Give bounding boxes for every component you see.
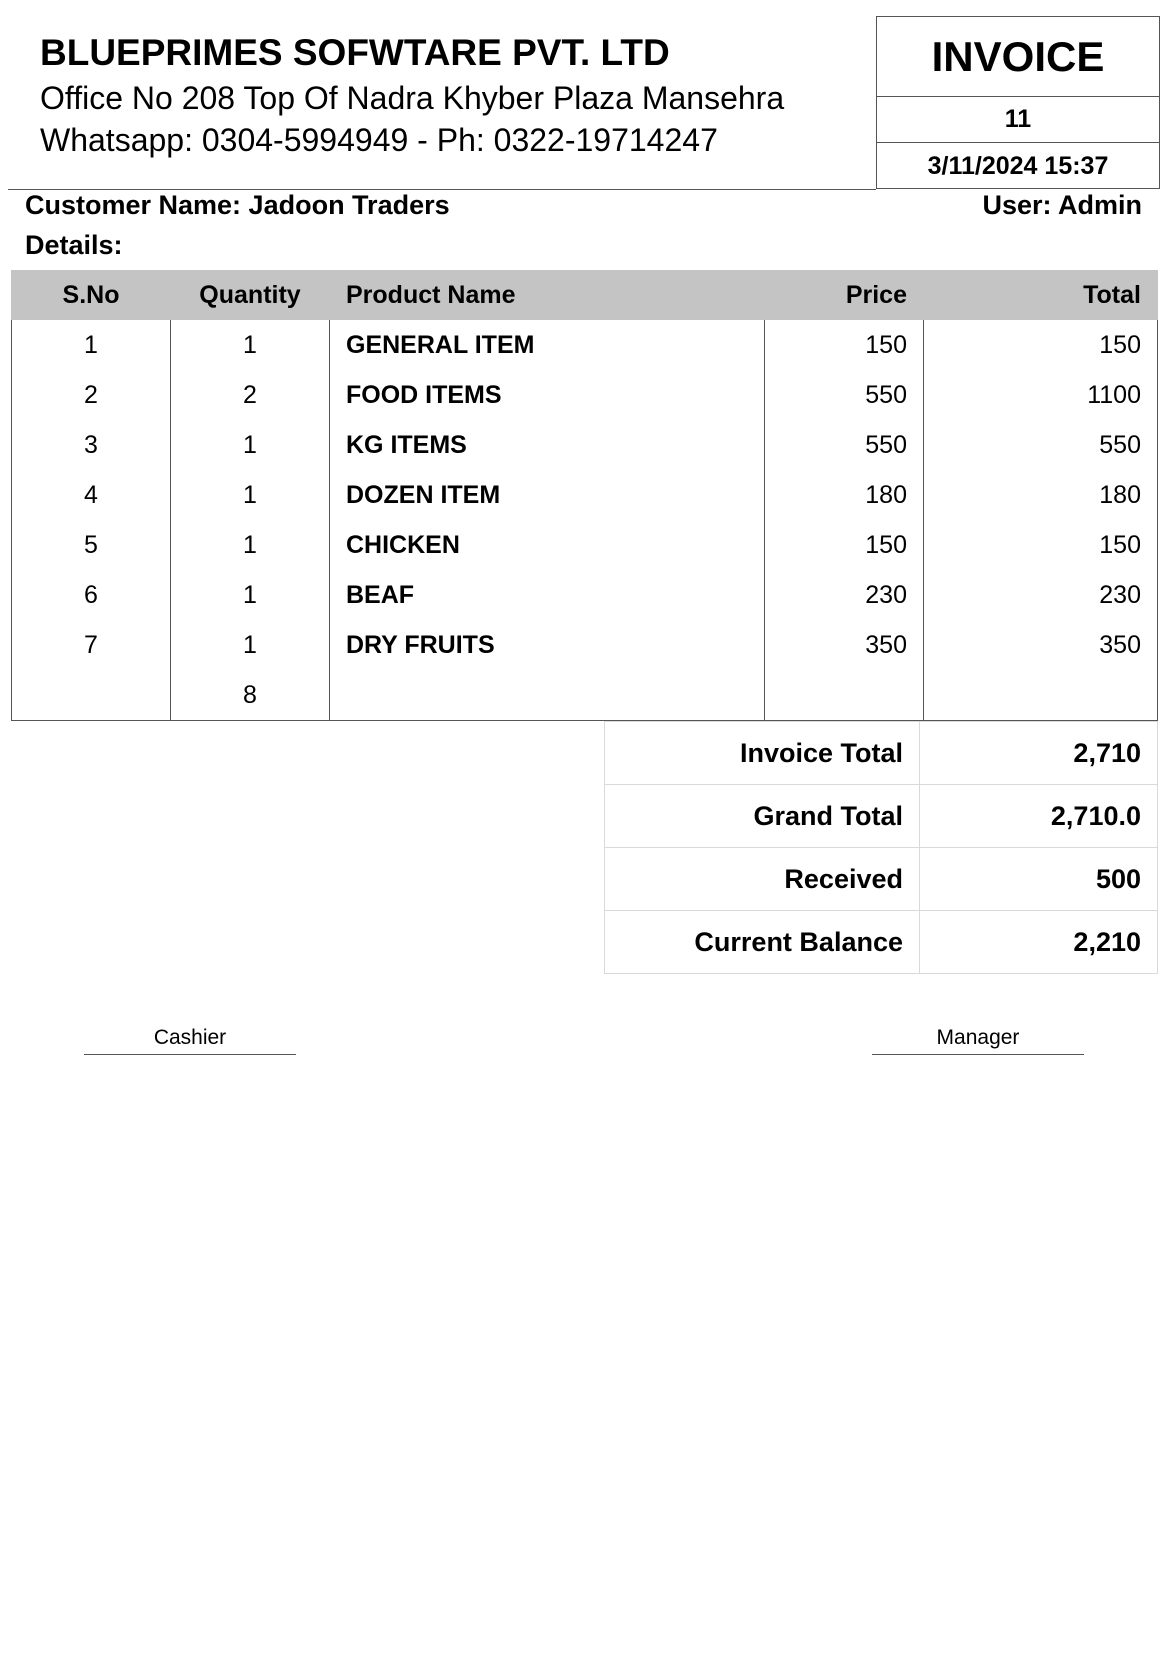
row-price: 230 [765,570,924,620]
row-total: 150 [924,520,1158,570]
table-row [12,520,1158,570]
items-header-row [12,271,1158,320]
row-price: 550 [765,420,924,470]
row-product-name: FOOD ITEMS [330,370,765,420]
header-price: Price [765,271,924,320]
table-row [12,570,1158,620]
summary-value: 500 [920,848,1158,911]
totals-sno-empty [12,670,171,721]
row-product-name: KG ITEMS [330,420,765,470]
summary-label: Received [605,848,920,911]
summary-value: 2,710.0 [920,785,1158,848]
summary-label: Current Balance [605,911,920,974]
header-sno: S.No [12,271,171,320]
invoice-datetime: 3/11/2024 15:37 [927,151,1109,180]
header-product-name: Product Name [330,271,765,320]
row-total: 550 [924,420,1158,470]
row-sno: 4 [12,470,171,520]
total-quantity: 8 [171,670,330,721]
row-total: 230 [924,570,1158,620]
summary-table [604,721,1158,974]
row-sno: 5 [12,520,171,570]
header-quantity: Quantity [171,271,330,320]
invoice-title: INVOICE [877,17,1159,97]
row-product-name: GENERAL ITEM [330,320,765,371]
company-contact: Whatsapp: 0304-5994949 - Ph: 0322-19714247 [40,122,718,158]
summary-value: 2,710 [920,722,1158,785]
row-price: 150 [765,520,924,570]
row-total: 1100 [924,370,1158,420]
table-row [12,370,1158,420]
row-quantity: 1 [171,620,330,670]
row-quantity: 2 [171,370,330,420]
summary-value: 2,210 [920,911,1158,974]
row-quantity: 1 [171,570,330,620]
cashier-signature-label: Cashier [153,1026,227,1049]
row-quantity: 1 [171,420,330,470]
row-total: 350 [924,620,1158,670]
table-row [12,420,1158,470]
invoice-info-box [876,16,1160,189]
table-row [12,470,1158,520]
user-name: User: Admin [982,190,1142,220]
summary-label: Grand Total [605,785,920,848]
row-price: 180 [765,470,924,520]
table-row [12,320,1158,371]
summary-row-current-balance [605,911,1158,974]
customer-name: Customer Name: Jadoon Traders [25,190,450,220]
row-sno: 2 [12,370,171,420]
row-sno: 3 [12,420,171,470]
totals-product-empty [330,670,765,721]
row-sno: 6 [12,570,171,620]
cashier-signature-line [84,1054,296,1055]
row-sno: 7 [12,620,171,670]
row-price: 550 [765,370,924,420]
row-price: 350 [765,620,924,670]
summary-label: Invoice Total [605,722,920,785]
company-name: BLUEPRIMES SOFWTARE PVT. LTD [40,32,670,73]
header-total: Total [924,271,1158,320]
row-product-name: DRY FRUITS [330,620,765,670]
totals-row [12,670,1158,721]
row-product-name: DOZEN ITEM [330,470,765,520]
row-quantity: 1 [171,320,330,371]
totals-price-empty [765,670,924,721]
row-product-name: CHICKEN [330,520,765,570]
company-address: Office No 208 Top Of Nadra Khyber Plaza Mansehra [40,80,785,116]
summary-row-received [605,848,1158,911]
summary-row-grand-total [605,785,1158,848]
row-quantity: 1 [171,520,330,570]
items-table [11,270,1158,721]
manager-signature-label: Manager [936,1026,1020,1049]
table-row [12,620,1158,670]
summary-row-invoice-total [605,722,1158,785]
row-sno: 1 [12,320,171,371]
totals-total-empty [924,670,1158,721]
row-product-name: BEAF [330,570,765,620]
details-label: Details: [25,230,123,260]
row-total: 180 [924,470,1158,520]
row-quantity: 1 [171,470,330,520]
row-price: 150 [765,320,924,371]
row-total: 150 [924,320,1158,371]
invoice-number: 11 [877,96,1159,143]
manager-signature-line [872,1054,1084,1055]
